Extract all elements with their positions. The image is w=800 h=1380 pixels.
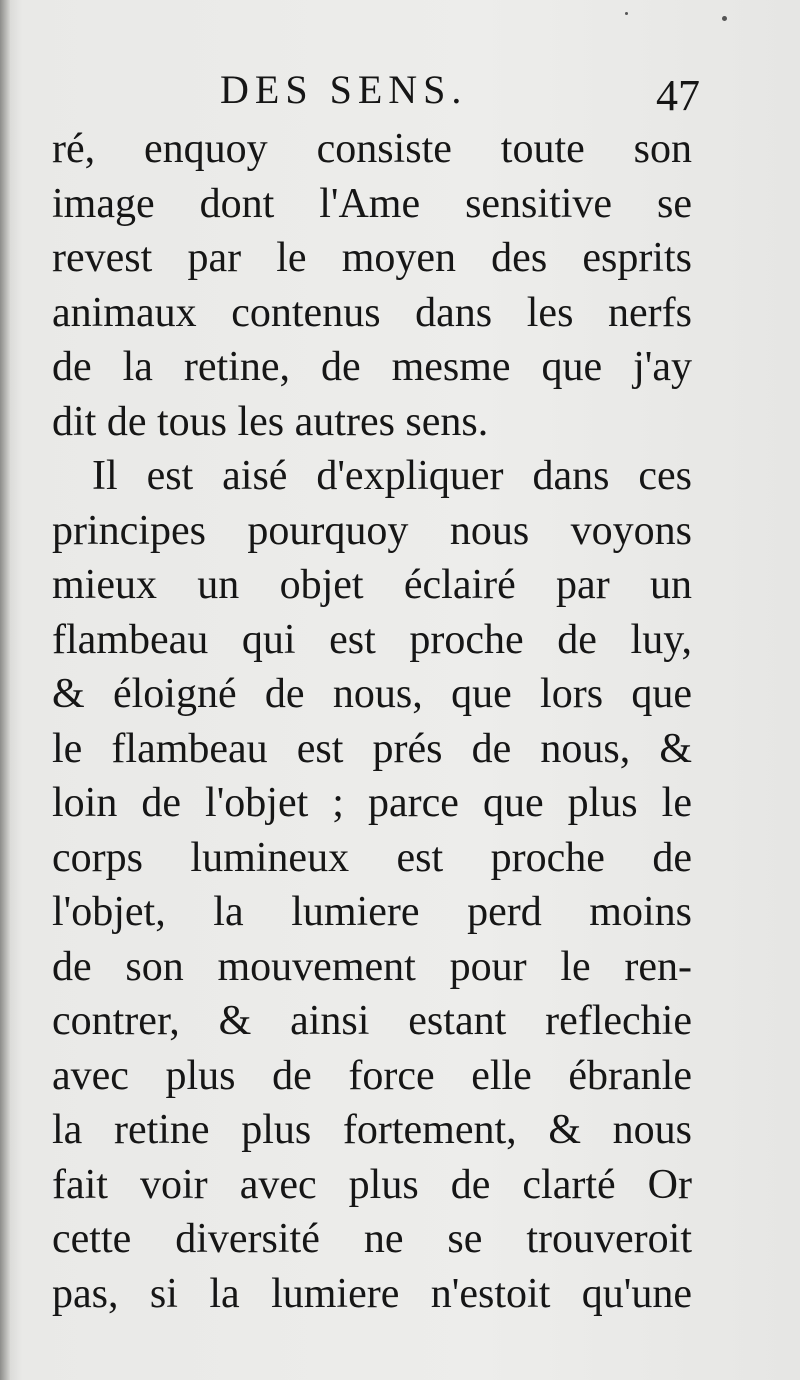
text-line: animaux contenus dans les nerfs	[52, 289, 692, 336]
text-line: avec plus de force elle ébranle	[52, 1052, 692, 1099]
text-line: image dont l'Ame sensitive se	[52, 180, 692, 227]
paragraph-first-line: Il est aisé d'expliquer dans ces	[92, 453, 692, 499]
running-head	[60, 62, 700, 122]
text-line: la retine plus fortement, & nous	[52, 1107, 692, 1153]
text-line: corps lumineux est proche de	[52, 834, 692, 881]
text-line: le flambeau est prés de nous, &	[52, 725, 692, 772]
ink-speck	[722, 16, 727, 21]
text-line: contrer, & ainsi estant reflechie	[52, 998, 692, 1044]
text-line: ré, enquoy consiste toute son	[52, 126, 692, 172]
text-line: mieux un objet éclairé par un	[52, 562, 692, 608]
text-line: dit de tous les autres sens.	[52, 398, 489, 445]
text-line: de la retine, de mesme que j'ay	[52, 344, 692, 390]
ink-speck	[625, 12, 628, 15]
text-line: fait voir avec plus de clarté Or	[52, 1161, 692, 1208]
body-text	[52, 122, 692, 1321]
text-line: & éloigné de nous, que lors que	[52, 671, 692, 717]
running-head-title: DES SENS.	[220, 67, 468, 112]
text-line: revest par le moyen des esprits	[52, 235, 692, 281]
text-line: de son mouvement pour le ren-	[52, 943, 692, 990]
text-line: cette diversité ne se trouveroit	[52, 1216, 692, 1262]
text-line: loin de l'objet ; parce que plus le	[52, 780, 692, 826]
text-line: pas, si la lumiere n'estoit qu'une	[52, 1270, 692, 1317]
text-line: principes pourquoy nous voyons	[52, 507, 692, 554]
page-number: 47	[656, 71, 700, 120]
text-line: l'objet, la lumiere perd moins	[52, 889, 692, 935]
text-line: flambeau qui est proche de luy,	[52, 616, 692, 663]
